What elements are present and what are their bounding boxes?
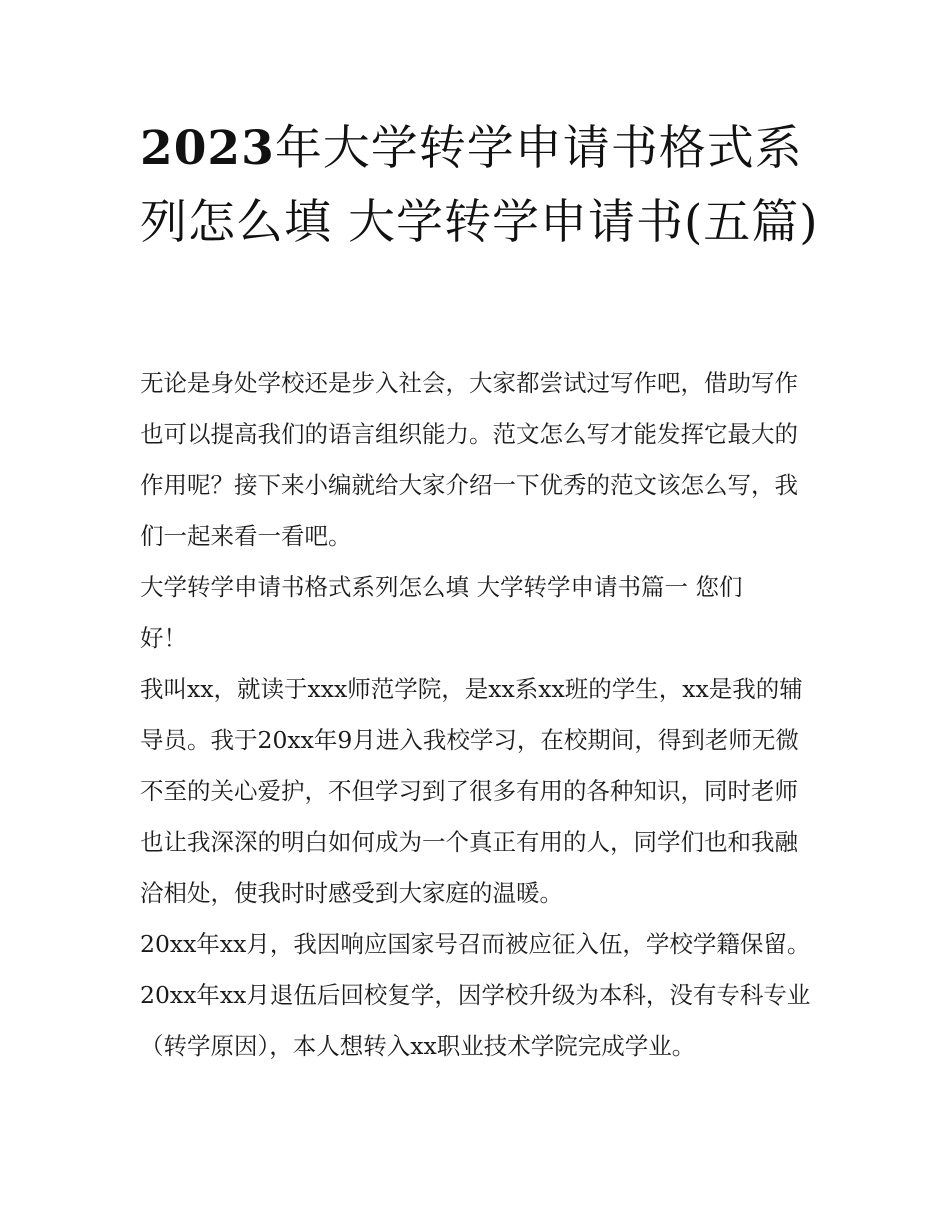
title-year: 2023 <box>140 121 275 176</box>
document-body <box>140 358 815 1072</box>
section-heading-paragraph: 大学转学申请书格式系列怎么填 大学转学申请书篇一 您们好！ <box>140 573 743 652</box>
body-paragraph-1: 我叫xx，就读于xxx师范学院，是xx系xx班的学生，xx是我的辅导员。我于20xx年9月进入我校学习，在校期间，得到老师无微不至的关心爱护，不但学习到了很多有用的各种知识，同时老师也让我深深的明白如何成为一个真正有用的人，同学们也和我融洽相处，使我时时感受到大家庭的温暖。 <box>140 675 803 907</box>
document-title <box>140 112 820 260</box>
intro-paragraph: 无论是身处学校还是步入社会，大家都尝试过写作吧，借助写作也可以提高我们的语言组织能力。范文怎么写才能发挥它最大的作用呢？接下来小编就给大家介绍一下优秀的范文该怎么写，我们一起来看一看吧。 <box>140 369 798 550</box>
title-text: 年大学转学申请书格式系列怎么填 大学转学申请书(五篇) <box>140 121 819 250</box>
body-paragraph-2: 20xx年xx月，我因响应国家号召而被应征入伍，学校学籍保留。20xx年xx月退伍后回校复学，因学校升级为本科，没有专科专业（转学原因），本人想转入xx职业技术学院完成学业。 <box>140 930 811 1060</box>
